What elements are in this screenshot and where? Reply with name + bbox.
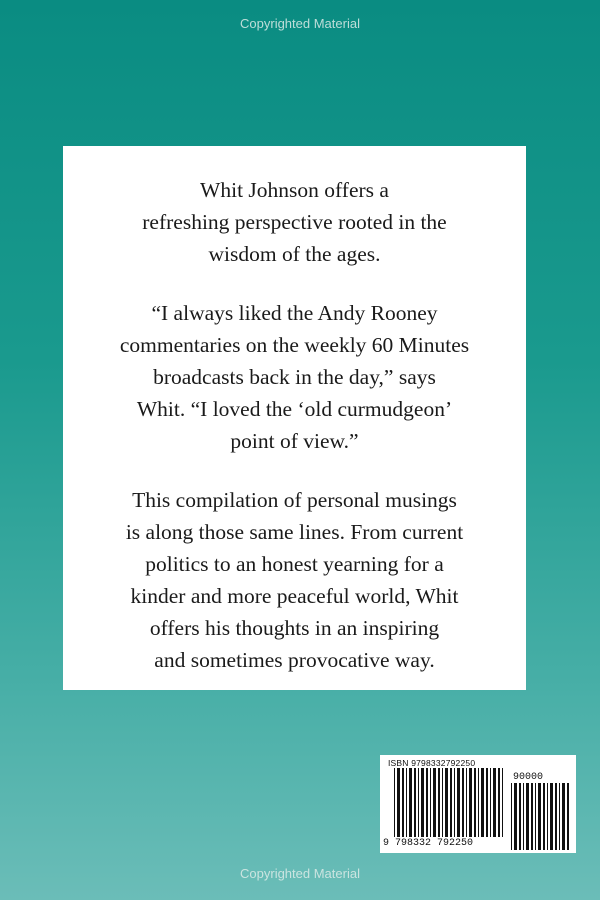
blurb-paragraph-1 (95, 174, 495, 270)
blurb-paragraph-2 (75, 297, 515, 457)
ean-digits: 9 798332 792250 (383, 838, 474, 849)
blurb-line: offers his thoughts in an inspiring (149, 616, 440, 640)
blurb-line: and sometimes provocative way. (154, 648, 435, 672)
blurb-line: Whit. “I loved the ‘old curmudgeon’ (136, 397, 453, 421)
blurb-line: This compilation of personal musings (132, 488, 457, 512)
copyright-watermark-top: Copyrighted Material (240, 16, 360, 31)
blurb-line: commentaries on the weekly 60 Minutes (119, 333, 470, 357)
isbn-label: ISBN 9798332792250 (388, 758, 476, 768)
price-code: 90000 (513, 772, 544, 783)
blurb-line: kinder and more peaceful world, Whit (130, 584, 459, 608)
blurb-line: broadcasts back in the day,” says (153, 365, 436, 389)
blurb-line: is along those same lines. From current (125, 520, 464, 544)
back-cover-blurb-panel (63, 146, 526, 690)
blurb-line: wisdom of the ages. (208, 242, 381, 266)
copyright-watermark-bottom: Copyrighted Material (240, 866, 360, 881)
blurb-line: “I always liked the Andy Rooney (151, 301, 438, 325)
blurb-line: Whit Johnson offers a (200, 178, 389, 202)
blurb-line: politics to an honest yearning for a (145, 552, 444, 576)
blurb-line: refreshing perspective rooted in the (142, 210, 447, 234)
blurb-line: point of view.” (230, 429, 359, 453)
isbn-barcode (380, 755, 576, 853)
blurb-paragraph-3 (75, 484, 515, 676)
